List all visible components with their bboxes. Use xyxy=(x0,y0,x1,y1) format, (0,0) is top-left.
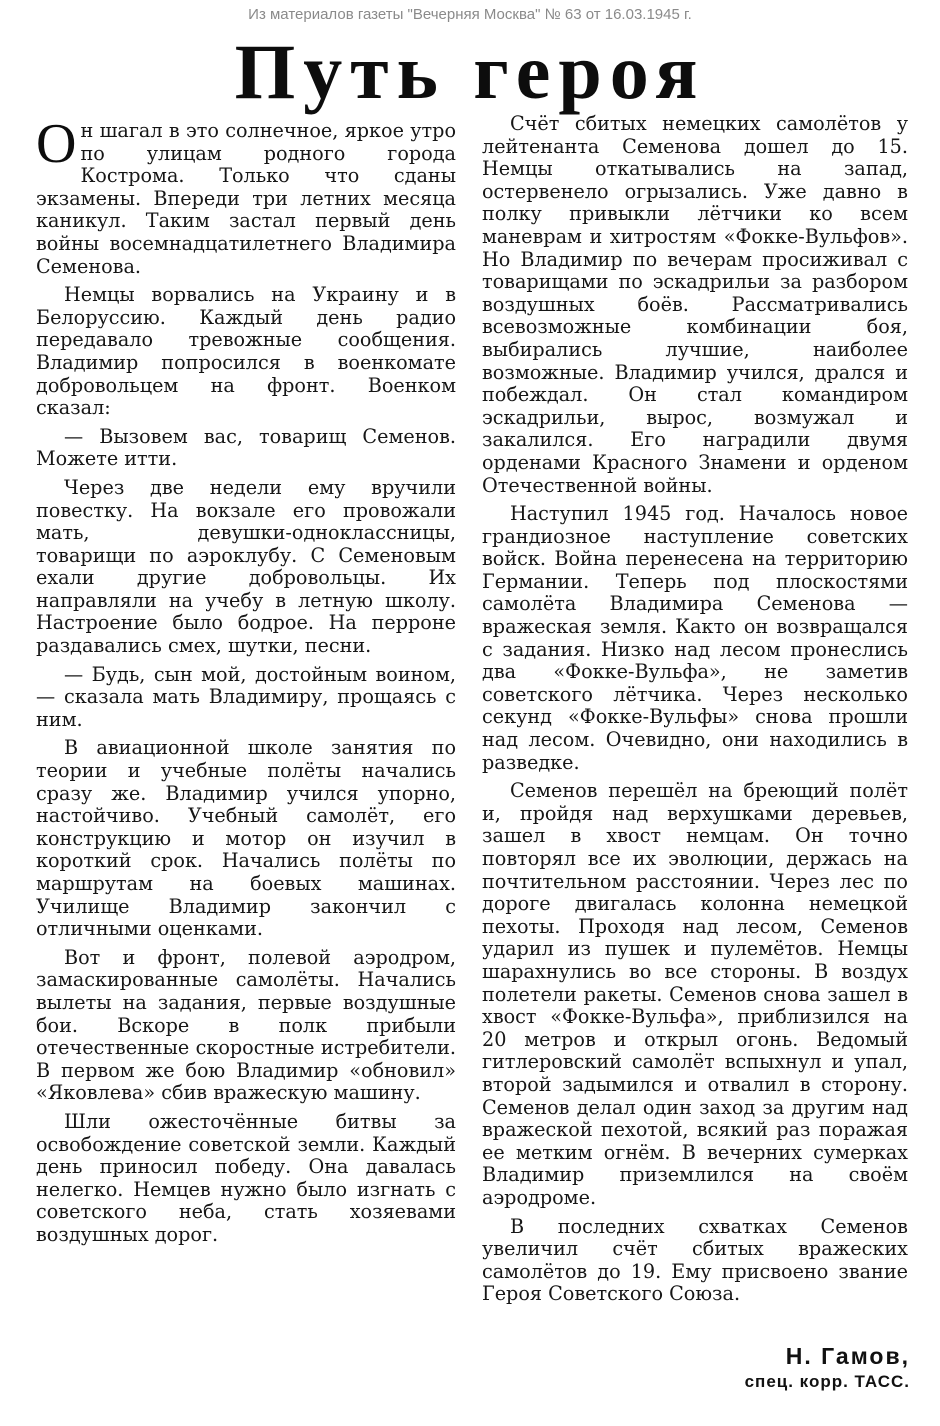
article-paragraph: В авиационной школе занятия по теории и учебные полёты начались сразу же. Владимир учился упорно, настойчиво. Учебный самолёт, его конструкцию и мотор он изучил в короткий срок. Начались полёты по маршрутам на боевых машинах. Училище Владимир закончил с отличными оценками. xyxy=(36,736,456,941)
article-paragraph: Шли ожесточённые битвы за освобождение советской земли. Каждый день приносил победу. Она давалась нелегко. Немцев нужно было изгнать с советского неба, стать хозяевами воздушных дорог. xyxy=(36,1109,456,1246)
article-paragraph: Через две недели ему вручили повестку. На вокзале его провожали мать, девушки-одноклассницы, товарищи по аэроклубу. С Семеновым ехали другие добровольцы. Их направляли на учебу в летную школу. Настроение было бодрое. На перроне раздавались смех, шутки, песни. xyxy=(36,475,456,658)
article-column-left xyxy=(36,113,456,1253)
article-paragraph: Семенов перешёл на бреющий полёт и, пройдя над верхушками деревьев, зашел в хвост немцам. Он точно повторял все их эволюции, держась на почтительном расстоянии. Через лес по дороге двигалась колонна немецкой пехоты. Проходя над лесом, Семенов ударил из пушек и пулемётов. Немцы шарахнулись во все стороны. В воздух полетели ракеты. Семенов снова зашел в хвост «Фокке-Вульфа», приблизился на 20 метров и открыл огонь. Ведомый гитлеровский самолёт вспыхнул и упал, второй задымился и отвалил в сторону. Семенов делал один заход за другим над вражеской пехотой, всякий раз поражая ее метким огнём. В вечерних сумерках Владимир приземлился на своём аэродроме. xyxy=(482,779,908,1209)
article-paragraph: В последних схватках Семенов увеличил счёт сбитых вражеских самолётов до 19. Ему присвоено звание Героя Советского Союза. xyxy=(482,1214,908,1306)
article-paragraph: Немцы ворвались на Украину и в Белоруссию. Каждый день радио передавало тревожные сообщения. Владимир попросился в военкомате добровольцем на фронт. Военком сказал: xyxy=(36,283,456,420)
article-paragraph: Вот и фронт, полевой аэродром, замаскированные самолёты. Начались вылеты на задания, первые воздушные бои. Вскоре в полк прибыли отечественные скоростные истребители. В первом же бою Владимир «обновил» «Яковлева» сбив вражескую машину. xyxy=(36,945,456,1105)
author-signature xyxy=(745,1342,910,1394)
article-column-right xyxy=(482,113,908,1312)
source-caption: Из материалов газеты "Вечерняя Москва" № 63 от 16.03.1945 г. xyxy=(248,6,692,23)
article-paragraph: — Вызовем вас, товарищ Семенов. Можете итти. xyxy=(36,424,456,471)
author-name: Н. Гамов, xyxy=(785,1343,910,1369)
paragraph-text: н шагал в это солнечное, яркое утро по улицам родного города Кострома. Только что сданы экзамены. Впереди три летних месяца каникул. Таким застал первый день войны восемнадцатилетнего Владимира Семенова. xyxy=(36,119,456,278)
article-paragraph: Счёт сбитых немецких самолётов у лейтенанта Семенова дошел до 15. Немцы откатывались на запад, остервенело огрызались. Уже давно в полку привыкли лётчики ко всем маневрам и хитростям «Фокке-Вульфов». Но Владимир по вечерам просиживал с товарищами по эскадрильи за разбором воздушных боёв. Рассматривались всевозможные комбинации боя, выбирались лучшие, наиболее возможные. Владимир учился, дрался и побеждал. Он стал командиром эскадрильи, вырос, возмужал и закалился. Его наградили двумя орденами Красного Знамени и орденом Отечественной войны. xyxy=(482,112,908,497)
article-paragraph xyxy=(36,113,456,278)
author-title: спец. корр. ТАСС. xyxy=(744,1372,910,1391)
article-paragraph: Наступил 1945 год. Началось новое грандиозное наступление советских войск. Война перенесена на территорию Германии. Теперь под плоскостями самолёта Владимира Семенова — вражеская земля. Както он возвращался с задания. Низко над лесом пронеслись два «Фокке-Вульфа», не заметив советского лётчика. Через несколько секунд «Фокке-Вульфы» снова прошли над лесом. Очевидно, они находились в разведке. xyxy=(482,502,908,774)
article-paragraph: — Будь, сын мой, достойным воином, — сказала мать Владимиру, прощаясь с ним. xyxy=(36,662,456,731)
drop-cap: О xyxy=(36,113,77,175)
article-headline: Путь героя xyxy=(234,28,706,115)
